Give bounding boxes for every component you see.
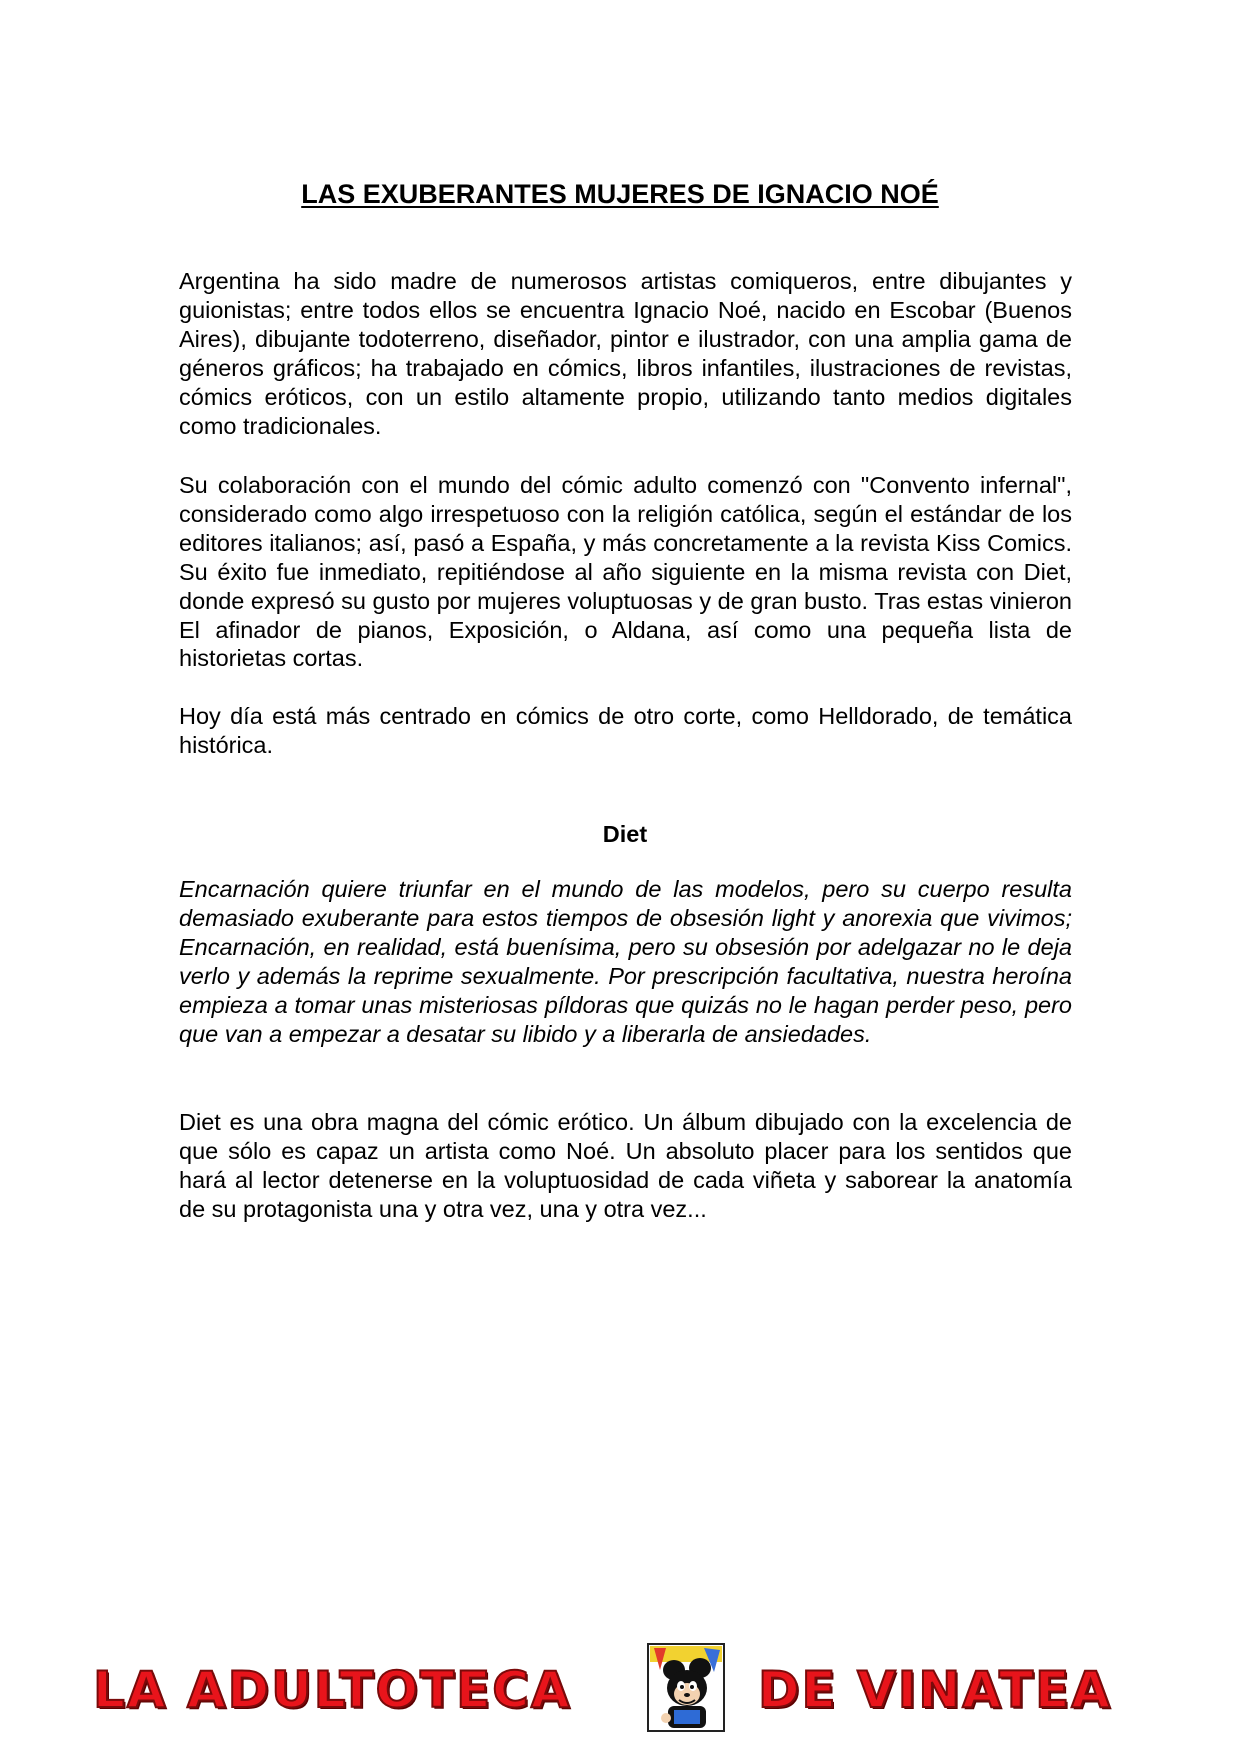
footer-brand-right: DE VINATEA xyxy=(758,1661,1112,1719)
paragraph-intro: Argentina ha sido madre de numerosos artistas comiqueros, entre dibujantes y guionistas; entre todos ellos se encuentra Ignacio Noé, nacido en Escobar (Buenos Aires), dibujante todoterreno, diseñador, pintor e ilustrador, con una amplia gama de géneros gráficos; ha trabajado en cómics, libros infantiles, ilustraciones de revistas, cómics eróticos, con un estilo altamente propio, utilizando tanto medios digitales como tradicionales. xyxy=(179,268,1072,439)
synopsis-paragraph: Encarnación quiere triunfar en el mundo de las modelos, pero su cuerpo resulta demasiado exuberante para estos tiempos de obsesión light y anorexia que vivimos; Encarnación, en realidad, está buenísima, pero su obsesión por adelgazar no le deja verlo y además la reprime sexualmente. Por prescripción facultativa, nuestra heroína empieza a tomar unas misteriosas píldoras que quizás no le hagan perder peso, pero que van a empezar a desatar su libido y a liberarla de ansiedades. xyxy=(179,876,1072,1047)
footer-brand-left: LA ADULTOTECA xyxy=(93,1661,572,1719)
review-paragraph: Diet es una obra magna del cómic erótico. Un álbum dibujado con la excelencia de que sólo es capaz un artista como Noé. Un absoluto placer para los sentidos que hará al lector detenerse en la voluptuosidad de cada viñeta y saborear la anatomía de su protagonista una y otra vez, una y otra vez... xyxy=(179,1109,1072,1222)
footer-banner xyxy=(0,1640,1240,1740)
paragraph-current-work: Hoy día está más centrado en cómics de otro corte, como Helldorado, de temática histórica. xyxy=(179,703,1072,758)
paragraph-career: Su colaboración con el mundo del cómic adulto comenzó con "Convento infernal", considerado como algo irrespetuoso con la religión católica, según el estándar de los editores italianos; así, pasó a España, y más concretamente a la revista Kiss Comics. Su éxito fue inmediato, repitiéndose al año siguiente en la misma revista con Diet, donde expresó su gusto por mujeres voluptuosas y de gran busto. Tras estas vinieron El afinador de pianos, Exposición, o Aldana, así como una pequeña lista de historietas cortas. xyxy=(179,472,1072,672)
section-heading: Diet xyxy=(602,821,648,847)
cartoon-mascot-icon xyxy=(644,1640,728,1735)
document-title: LAS EXUBERANTES MUJERES DE IGNACIO NOÉ xyxy=(301,179,939,209)
